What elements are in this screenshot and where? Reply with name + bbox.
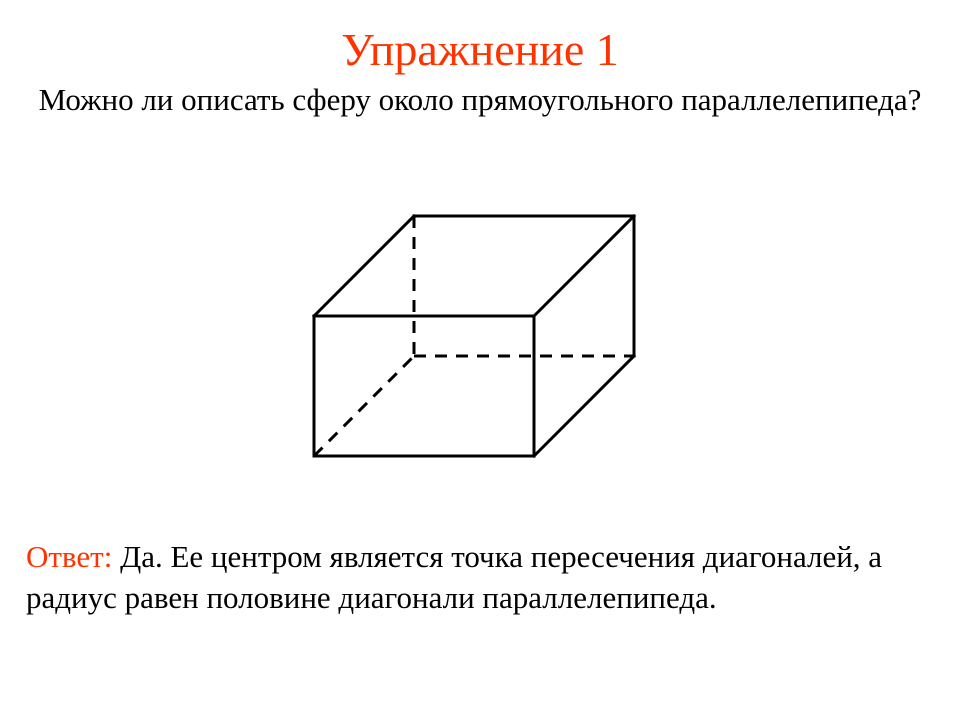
bottom-right-edge: [534, 356, 634, 456]
top-right-edge: [534, 216, 634, 316]
answer-line-1: [26, 536, 926, 577]
answer-block: [26, 536, 926, 618]
answer-text-1: Да. Ее центром является точка пересечения диагоналей, а: [120, 539, 883, 574]
answer-label: Ответ:: [26, 539, 113, 574]
question-text: Можно ли описать сферу около прямоугольного параллелепипеда?: [38, 82, 922, 117]
hidden-bottom-left-edge: [314, 356, 414, 456]
slide-title: Упражнение 1: [341, 24, 619, 75]
answer-line-2: радиус равен половине диагонали параллелепипеда.: [26, 580, 717, 615]
top-left-edge: [314, 216, 414, 316]
